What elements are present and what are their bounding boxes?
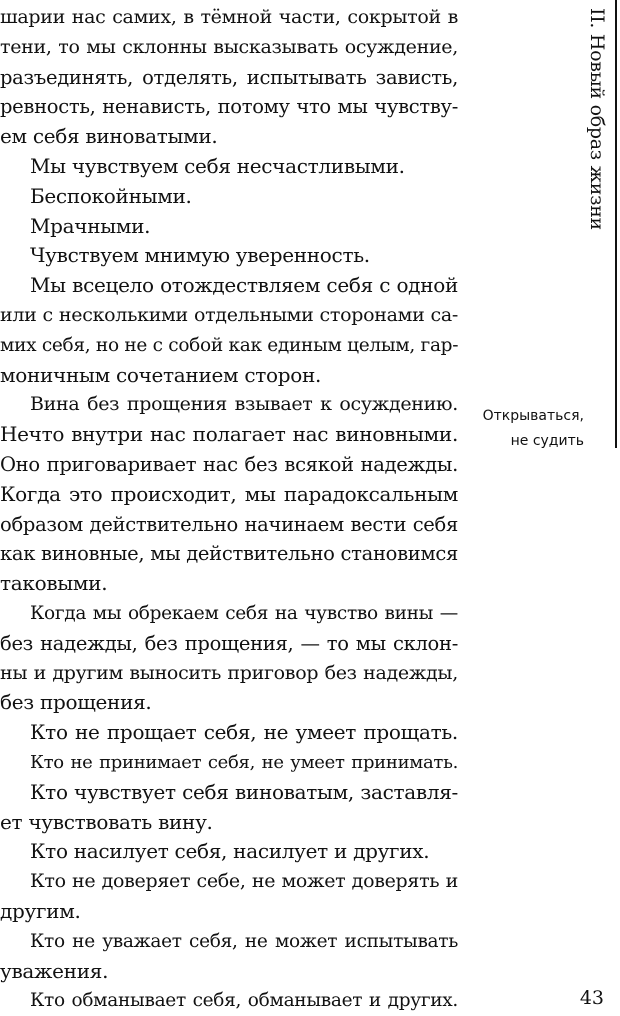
text-line: без прощения. [0, 690, 152, 715]
text-line: Кто не прощает себя, не умеет прощать. [30, 720, 458, 745]
text-line: или с несколькими отдельными сторонами са- [0, 303, 458, 326]
text-line: ет чувствовать вину. [0, 809, 213, 834]
text-line: тени, то мы склонны высказывать осуждение, [0, 35, 458, 58]
text-line: Мы всецело отождествляем себя с одной [30, 273, 458, 298]
text-line: ем себя виноватыми. [0, 124, 218, 149]
text-line: как виновные, мы действительно становимся [0, 542, 458, 566]
text-line: Кто чувствует себя виноватым, заставля- [30, 779, 458, 804]
text-line: без надежды, без прощения, — то мы склон- [0, 631, 458, 655]
page-number: 43 [579, 987, 604, 1009]
margin-note-line: не судить [510, 433, 584, 449]
text-line: Вина без прощения взывает к осуждению. [30, 393, 458, 416]
text-line: Кто не уважает себя, не может испытывать [30, 930, 458, 952]
text-line: разъединять, отделять, испытывать зависть, [0, 65, 458, 89]
text-line: Чувствуем мнимую уверенность. [30, 243, 370, 268]
text-line: Кто не принимает себя, не умеет принимать. [30, 751, 458, 773]
text-line: Мрачными. [30, 213, 151, 238]
text-line: Когда это происходит, мы парадоксальным [0, 481, 458, 506]
text-line: ны и другим выносить приговор без надежды, [0, 661, 458, 684]
running-head-rule [615, 0, 617, 448]
text-line: уважения. [0, 958, 109, 983]
text-line: ревность, ненависть, потому что мы чувству- [0, 95, 458, 119]
text-line: таковыми. [0, 571, 108, 596]
margin-note-line: Открываться, [482, 408, 584, 424]
text-line: мих себя, но не с собой как единым целым, гар- [0, 334, 459, 356]
margin-note [462, 404, 584, 454]
text-line: Кто насилует себя, насилует и других. [30, 839, 430, 864]
body-text [0, 3, 458, 1016]
text-line: Мы чувствуем себя несчастливыми. [30, 153, 405, 178]
text-line: Кто не доверяет себе, не может доверять и [30, 870, 458, 893]
text-line: моничным сочетанием сторон. [0, 362, 322, 387]
text-line: Нечто внутри нас полагает нас виновными. [0, 422, 458, 447]
text-line: шарии нас самих, в тёмной части, сокрытой в [0, 6, 458, 28]
text-line: другим. [0, 898, 81, 923]
text-line: образом действительно начинаем вести себя [0, 512, 458, 536]
running-head: II. Новый образ жизни [586, 8, 608, 230]
text-line: Кто обманывает себя, обманывает и других. [30, 990, 458, 1012]
text-line: Когда мы обрекаем себя на чувство вины — [30, 602, 458, 624]
text-line: Оно приговаривает нас без всякой надежды. [0, 452, 458, 476]
text-line: Беспокойными. [30, 183, 192, 208]
